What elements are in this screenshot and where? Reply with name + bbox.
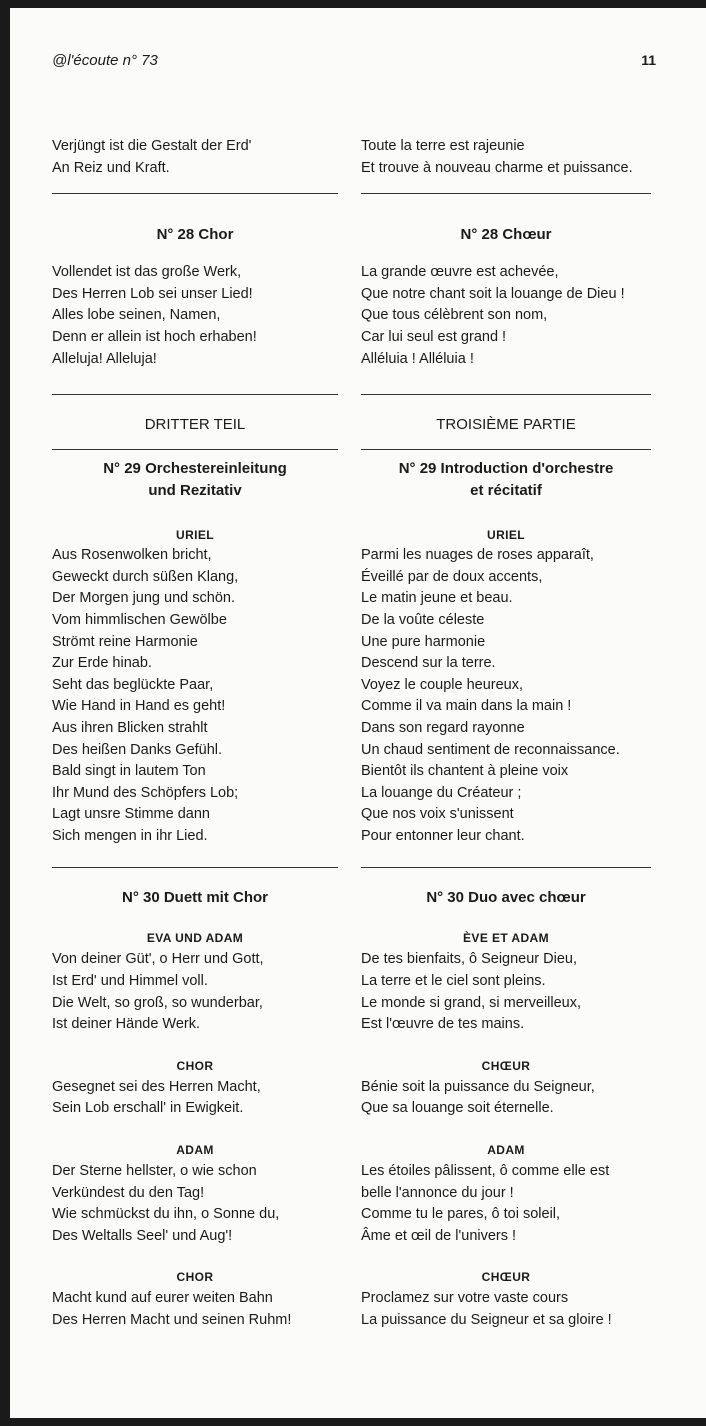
- lyric-line: Ist Erd' und Himmel voll.: [52, 973, 208, 990]
- part-title: DRITTER TEIL: [144, 416, 246, 434]
- lyric-line: Verkündest du den Tag!: [52, 1184, 205, 1201]
- part-title: TROISIÈME PARTIE: [436, 416, 576, 434]
- lyric-line: Macht kund auf eurer weiten Bahn: [52, 1290, 273, 1307]
- lyric-line: Est l'œuvre de tes mains.: [361, 1016, 525, 1033]
- lyric-line: Voyez le couple heureux,: [361, 676, 524, 693]
- section-title: N° 30 Duett mit Chor: [121, 889, 268, 907]
- lyric-line: Des Herren Lob sei unser Lied!: [52, 285, 253, 302]
- lyric-line: Sich mengen in ihr Lied.: [52, 827, 208, 844]
- role-label: ÈVE ET ADAM: [463, 931, 549, 946]
- lyric-line: Sein Lob erschall' in Ewigkeit.: [52, 1100, 244, 1117]
- lyric-line: Seht das beglückte Paar,: [52, 676, 214, 693]
- lyric-line: Geweckt durch süßen Klang,: [52, 568, 239, 585]
- lyric-line: La puissance du Seigneur et sa gloire !: [361, 1312, 612, 1328]
- lyric-line: Comme tu le pares, ô toi soleil,: [361, 1206, 561, 1223]
- lyric-line: Des Weltalls Seel' und Aug'!: [52, 1227, 233, 1244]
- page: [10, 8, 706, 1418]
- intro-line: Et trouve à nouveau charme et puissance.: [361, 159, 633, 176]
- lyric-line: Wie schmückst du ihn, o Sonne du,: [52, 1206, 280, 1223]
- lyric-line: Strömt reine Harmonie: [52, 633, 198, 650]
- role-label: CHOR: [176, 1058, 214, 1073]
- intro-line: Toute la terre est rajeunie: [361, 138, 525, 154]
- lyric-line: belle l'annonce du jour !: [361, 1184, 514, 1201]
- lyric-line: Le matin jeune et beau.: [361, 590, 513, 607]
- lyric-line: Denn er allein ist hoch erhaben!: [52, 328, 257, 345]
- lyric-line: Alles lobe seinen, Namen,: [52, 307, 221, 324]
- lyric-line: Lagt unsre Stimme dann: [52, 806, 210, 823]
- lyric-line: Aus Rosenwolken bricht,: [52, 547, 212, 564]
- lyric-line: Comme il va main dans la main !: [361, 698, 572, 715]
- page-header: [52, 52, 656, 69]
- lyric-line: Alléluia ! Alléluia !: [361, 350, 474, 367]
- role-label: CHŒUR: [481, 1270, 531, 1285]
- lyric-line: Car lui seul est grand !: [361, 328, 507, 345]
- lyric-line: Des Herren Macht und seinen Ruhm!: [52, 1312, 292, 1328]
- magazine-title: @l'écoute n° 73: [52, 52, 158, 69]
- lyric-line: Parmi les nuages de roses apparaît,: [361, 547, 594, 564]
- section-title: N° 28 Chœur: [460, 226, 552, 244]
- lyric-line: Les étoiles pâlissent, ô comme elle est: [361, 1163, 610, 1180]
- role-label: CHŒUR: [481, 1058, 531, 1073]
- role-label: ADAM: [176, 1143, 214, 1158]
- section-title: N° 29 Orchestereinleitung: [103, 460, 287, 478]
- lyric-line: Alleluja! Alleluja!: [52, 350, 157, 367]
- page-number: 11: [641, 52, 656, 68]
- intro-line: Verjüngt ist die Gestalt der Erd': [52, 138, 252, 154]
- lyric-line: Le monde si grand, si merveilleux,: [361, 994, 582, 1011]
- role-label: EVA UND ADAM: [146, 931, 244, 946]
- lyric-line: Pour entonner leur chant.: [361, 827, 525, 844]
- lyric-line: Der Sterne hellster, o wie schon: [52, 1163, 257, 1180]
- lyric-line: De tes bienfaits, ô Seigneur Dieu,: [361, 951, 578, 968]
- lyric-line: Un chaud sentiment de reconnaissance.: [361, 741, 620, 758]
- german-column: [52, 136, 338, 1332]
- lyric-line: Descend sur la terre.: [361, 655, 496, 672]
- section-title: N° 30 Duo avec chœur: [426, 889, 586, 907]
- section-title: N° 28 Chor: [156, 226, 234, 244]
- french-column: [361, 136, 651, 1332]
- lyric-line: Âme et œil de l'univers !: [361, 1227, 517, 1244]
- lyric-line: Des heißen Danks Gefühl.: [52, 741, 223, 758]
- lyric-line: Que nos voix s'unissent: [361, 806, 514, 823]
- section-title: und Rezitativ: [148, 482, 242, 500]
- lyric-line: Von deiner Güt', o Herr und Gott,: [52, 951, 264, 968]
- lyric-line: Que tous célèbrent son nom,: [361, 307, 548, 324]
- role-label: CHOR: [176, 1270, 214, 1285]
- lyric-line: Proclamez sur votre vaste cours: [361, 1290, 569, 1307]
- section-title: N° 29 Introduction d'orchestre: [398, 460, 614, 478]
- lyric-line: La terre et le ciel sont pleins.: [361, 973, 546, 990]
- lyric-line: Bientôt ils chantent à pleine voix: [361, 763, 569, 780]
- lyric-line: Gesegnet sei des Herren Macht,: [52, 1078, 261, 1095]
- lyric-line: Zur Erde hinab.: [52, 655, 152, 672]
- lyric-line: Bald singt in lautem Ton: [52, 763, 206, 780]
- lyric-line: Ist deiner Hände Werk.: [52, 1016, 201, 1033]
- lyric-line: Ihr Mund des Schöpfers Lob;: [52, 784, 239, 801]
- lyric-line: Dans son regard rayonne: [361, 719, 525, 736]
- lyric-line: Que sa louange soit éternelle.: [361, 1100, 554, 1117]
- lyric-line: Une pure harmonie: [361, 633, 486, 650]
- lyric-line: De la voûte céleste: [361, 611, 485, 628]
- lyric-line: Éveillé par de doux accents,: [361, 568, 543, 585]
- role-label: URIEL: [487, 528, 525, 543]
- section-title: et récitatif: [470, 482, 542, 500]
- lyric-line: Vom himmlischen Gewölbe: [52, 611, 227, 628]
- lyric-line: La louange du Créateur ;: [361, 784, 522, 801]
- lyric-line: Die Welt, so groß, so wunderbar,: [52, 994, 263, 1011]
- lyric-line: Vollendet ist das große Werk,: [52, 264, 242, 281]
- lyric-line: Wie Hand in Hand es geht!: [52, 698, 226, 715]
- role-label: URIEL: [176, 528, 214, 543]
- lyric-line: Bénie soit la puissance du Seigneur,: [361, 1078, 595, 1095]
- intro-line: An Reiz und Kraft.: [52, 159, 170, 176]
- role-label: ADAM: [487, 1143, 525, 1158]
- lyric-line: Que notre chant soit la louange de Dieu !: [361, 285, 625, 302]
- lyric-line: La grande œuvre est achevée,: [361, 264, 559, 281]
- lyric-line: Aus ihren Blicken strahlt: [52, 719, 208, 736]
- lyric-line: Der Morgen jung und schön.: [52, 590, 235, 607]
